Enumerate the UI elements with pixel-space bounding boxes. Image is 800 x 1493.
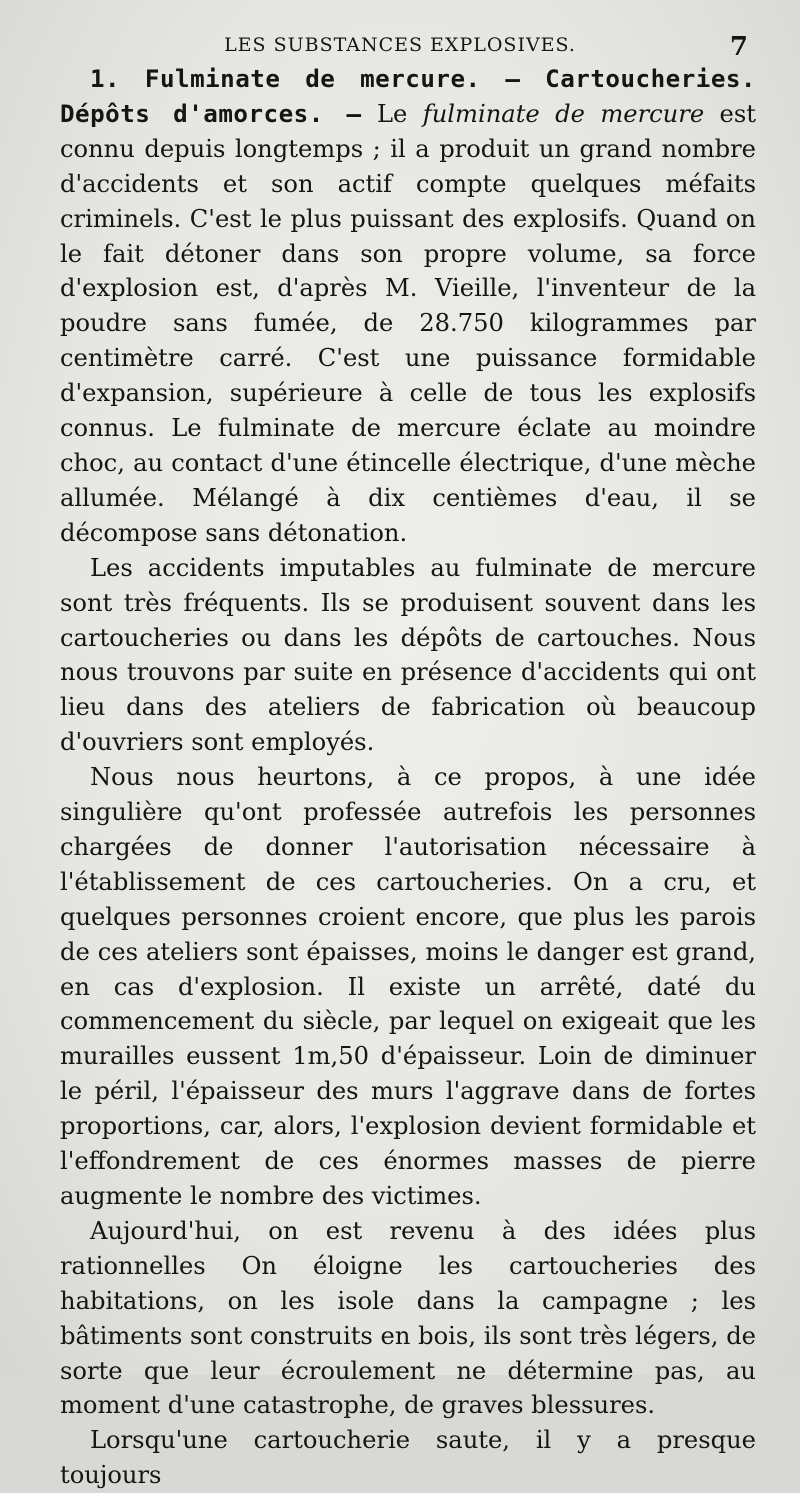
body-text bbox=[60, 62, 756, 1493]
page-number: 7 bbox=[729, 32, 748, 62]
section-title: 1. Fulminate de mercure. — Cartoucheries. Dépôts d'amorces. — bbox=[60, 65, 756, 128]
paragraph-text: est connu depuis longtemps ; il a produit un grand nombre d'accidents et son actif compte quelques méfaits criminels. C'est le plus puissant des explosifs. Quand on le fait détoner dans son propre volume, sa force d'explosion est, d'après M. Vieille, l'inventeur de la poudre sans fumée, de 28.750 kilogrammes par centimètre carré. C'est une puissance formidable d'expansion, supérieure à celle de tous les explosifs connus. Le fulminate de mercure éclate au moindre choc, au contact d'une étincelle électrique, d'une mèche allumée. Mélangé à dix centièmes d'eau, il se décompose sans détonation. bbox=[60, 99, 756, 547]
running-title: LES SUBSTANCES EXPLOSIVES. bbox=[224, 34, 576, 56]
paragraph-walls: Nous nous heurtons, à ce propos, à une idée singulière qu'ont professée autrefois les personnes chargées de donner l'autorisation nécessaire à l'établissement de ces cartoucheries. On a cru, et quelques personnes croient encore, que plus les parois de ces ateliers sont épaisses, moins le danger est grand, en cas d'explosion. Il existe un arrêté, daté du commencement du siècle, par lequel on exigeait que les murailles eussent 1m,50 d'épaisseur. Loin de diminuer le péril, l'épaisseur des murs l'aggrave dans de fortes proportions, car, alors, l'explosion devient formidable et l'effondrement de ces énormes masses de pierre augmente le nombre des victimes. bbox=[60, 763, 756, 1210]
paragraph-fulminate-intro bbox=[60, 62, 756, 551]
paragraph-accidents: Les accidents imputables au fulminate de mercure sont très fréquents. Ils se produisent souvent dans les cartoucheries ou dans les dépôts de cartouches. Nous nous trouvons par suite en présence d'accidents qui ont lieu dans des ateliers de fabrication où beaucoup d'ouvriers sont employés. bbox=[60, 553, 756, 757]
emphasized-term: fulminate de mercure bbox=[422, 99, 705, 128]
paragraph-modern-practice: Aujourd'hui, on est revenu à des idées plus rationnelles On éloigne les cartoucheries des habitations, on les isole dans la campagne ; les bâtiments sont construits en bois, ils sont très légers, de sorte que leur écroulement ne détermine pas, au moment d'une catastrophe, de graves blessures. bbox=[60, 1216, 756, 1420]
page-header bbox=[0, 32, 800, 62]
paragraph-continuation: Lorsqu'une cartoucherie saute, il y a presque toujours bbox=[60, 1426, 756, 1490]
intro-text: Le bbox=[361, 99, 423, 128]
